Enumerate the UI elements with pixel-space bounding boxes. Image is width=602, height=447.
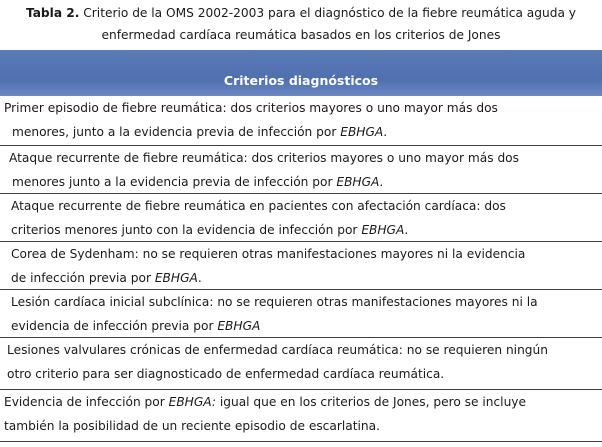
table-header — [0, 50, 602, 96]
table-row — [0, 242, 602, 290]
row-line-1: Lesiones valvulares crónicas de enfermedad cardíaca reumática: no se requieren ningún — [7, 343, 548, 357]
header-title: Criterios diagnósticos — [223, 73, 379, 88]
row-line-2: otro criterio para ser diagnosticado de enfermedad cardíaca reumática. — [7, 367, 445, 381]
row-line-2: criterios menores junto con la evidencia de infección por EBHGA. — [11, 223, 409, 237]
row-line-2: menores, junto a la evidencia previa de infección por EBHGA. — [12, 125, 388, 139]
table-caption — [0, 0, 602, 50]
row-line-2: menores junto a la evidencia previa de infección por EBHGA. — [12, 175, 384, 189]
caption-text: Criterio de la OMS 2002-2003 para el diagnóstico de la fiebre reumática aguda y enfermedad cardíaca reumática basados en los criterios de Jones — [83, 6, 577, 42]
row-line-2: también la posibilidad de un reciente episodio de escarlatina. — [4, 419, 380, 433]
row-line-1: Ataque recurrente de fiebre reumática: dos criterios mayores o uno mayor más dos — [9, 151, 519, 165]
row-line-1: Ataque recurrente de fiebre reumática en pacientes con afectación cardíaca: dos — [11, 199, 506, 213]
table-row — [0, 194, 602, 242]
ebhga-term: EBHGA — [361, 223, 405, 237]
ebhga-term: EBHGA: — [168, 395, 216, 409]
row-line-2: de infección previa por EBHGA. — [11, 271, 202, 285]
row-line-1: Lesión cardíaca inicial subclínica: no se requieren otras manifestaciones mayores ni la — [11, 295, 538, 309]
table-row — [0, 146, 602, 194]
table-row — [0, 290, 602, 338]
ebhga-term: EBHGA — [336, 175, 380, 189]
ebhga-term: EBHGA — [217, 319, 261, 333]
caption-label: Tabla 2. — [25, 6, 80, 20]
table-row — [0, 96, 602, 146]
row-line-2: evidencia de infección previa por EBHGA — [11, 319, 261, 333]
ebhga-term: EBHGA — [340, 125, 384, 139]
table-row — [0, 338, 602, 390]
row-line-1: Evidencia de infección por EBHGA: igual que en los criterios de Jones, pero se incluye — [4, 395, 527, 409]
ebhga-term: EBHGA — [154, 271, 198, 285]
table-row — [0, 390, 602, 442]
row-line-1: Corea de Sydenham: no se requieren otras manifestaciones mayores ni la evidencia — [11, 247, 526, 261]
row-line-1: Primer episodio de fiebre reumática: dos criterios mayores o uno mayor más dos — [4, 101, 498, 115]
